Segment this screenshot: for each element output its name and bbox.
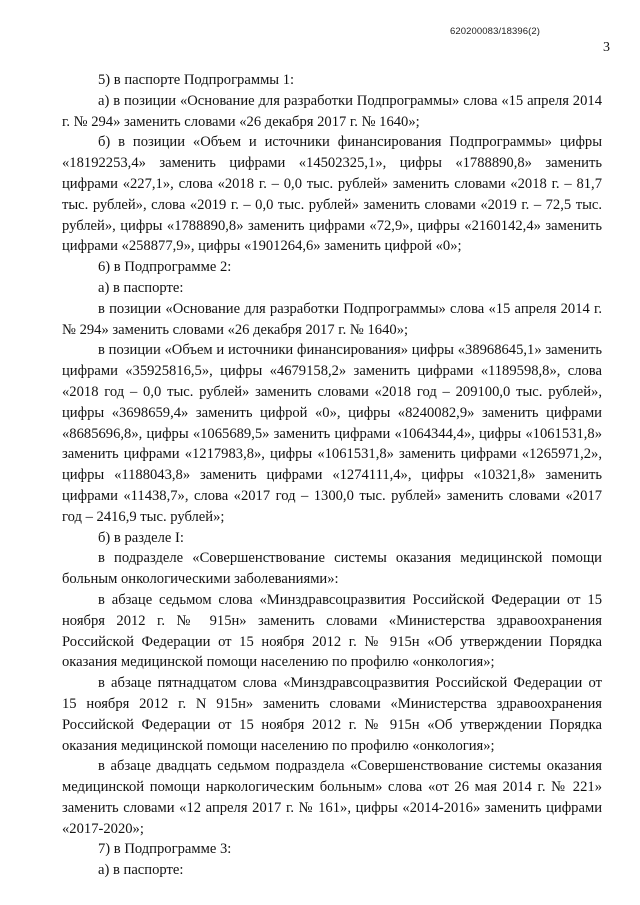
- paragraph: в абзаце седьмом слова «Минздравсоцразвития Российской Федерации от 15 ноября 2012 г. № 915н» заменить словами «Министерства здравоохранения Российской Федерации от 15 ноября 2012 г. № 915н «Об утверждении Порядка оказания медицинской помощи населению по профилю «онкология»;: [62, 591, 602, 671]
- paragraph: 5) в паспорте Подпрограммы 1:: [98, 72, 295, 88]
- paragraph: б) в позиции «Объем и источники финансирования Подпрограммы» цифры «18192253,4» заменить цифрами «14502325,1», цифры «1788890,8» заменить цифрами «227,1», слова «2018 г. – 0,0 тыс. рублей» заменить словами «2018 г. – 81,7 тыс. рублей», слова «2019 г. – 0,0 тыс. рублей» заменить словами «2019 г. – 72,5 тыс. рублей», цифры «1788890,8» заменить цифрами «72,9», цифры «2160142,4» заменить цифрами «258877,9», цифры «1901264,6» заменить цифрой «0»;: [62, 134, 602, 255]
- paragraph: а) в паспорте:: [98, 862, 184, 879]
- paragraph: б) в разделе I:: [98, 529, 184, 546]
- paragraph: а) в позиции «Основание для разработки Подпрограммы» слова «15 апреля 2014 г. № 294» заменить словами «26 декабря 2017 г. № 1640»;: [62, 92, 602, 130]
- paragraph: 6) в Подпрограмме 2:: [98, 259, 232, 276]
- document-id: 620200083/18396(2): [450, 26, 541, 37]
- paragraph: в подразделе «Совершенствование системы оказания медицинской помощи больным онкологическими заболеваниями»:: [62, 550, 602, 588]
- paragraph: в абзаце пятнадцатом слова «Минздравсоцразвития Российской Федерации от 15 ноября 2012 г. N 915н» заменить словами «Министерства здравоохранения Российской Федерации от 15 ноября 2012 г. № 915н «Об утверждении Порядка оказания медицинской помощи населению по профилю «онкология»;: [62, 675, 602, 754]
- paragraph: в абзаце двадцать седьмом подраздела «Совершенствование системы оказания медицинской помощи наркологическим больным» слова «от 26 мая 2014 г. № 221» заменить словами «12 апреля 2017 г. № 161», цифры «2014-2016» заменить цифрами «2017-2020»;: [62, 758, 602, 837]
- page-number: 3: [603, 40, 610, 55]
- paragraph: а) в паспорте:: [98, 279, 184, 296]
- paragraph: в позиции «Объем и источники финансирования» цифры «38968645,1» заменить цифрами «35925816,5», цифры «4679158,2» заменить цифрами «1189598,8», слова «2018 год – 0,0 тыс. рублей» заменить словами «2018 год – 209100,0 тыс. рублей», цифры «3698659,4» заменить цифрой «0», цифры «8240082,9» заменить цифрами «8685696,8», цифры «1065689,5» заменить цифрами «1064344,4», цифры «1061531,8» заменить цифрами «1217983,8», цифры «1061531,8» заменить цифрами «1265971,2», цифры «1188043,8» заменить цифрами «1274111,4», цифры «10321,8» заменить цифрами «11438,7», слова «2017 год – 1300,0 тыс. рублей» заменить словами «2017 год – 2416,9 тыс. рублей»;: [62, 342, 602, 525]
- paragraph: 7) в Подпрограмме 3:: [98, 841, 232, 858]
- paragraph: в позиции «Основание для разработки Подпрограммы» слова «15 апреля 2014 г. № 294» заменить словами «26 декабря 2017 г. № 1640»;: [62, 300, 602, 338]
- document-body: [62, 70, 602, 881]
